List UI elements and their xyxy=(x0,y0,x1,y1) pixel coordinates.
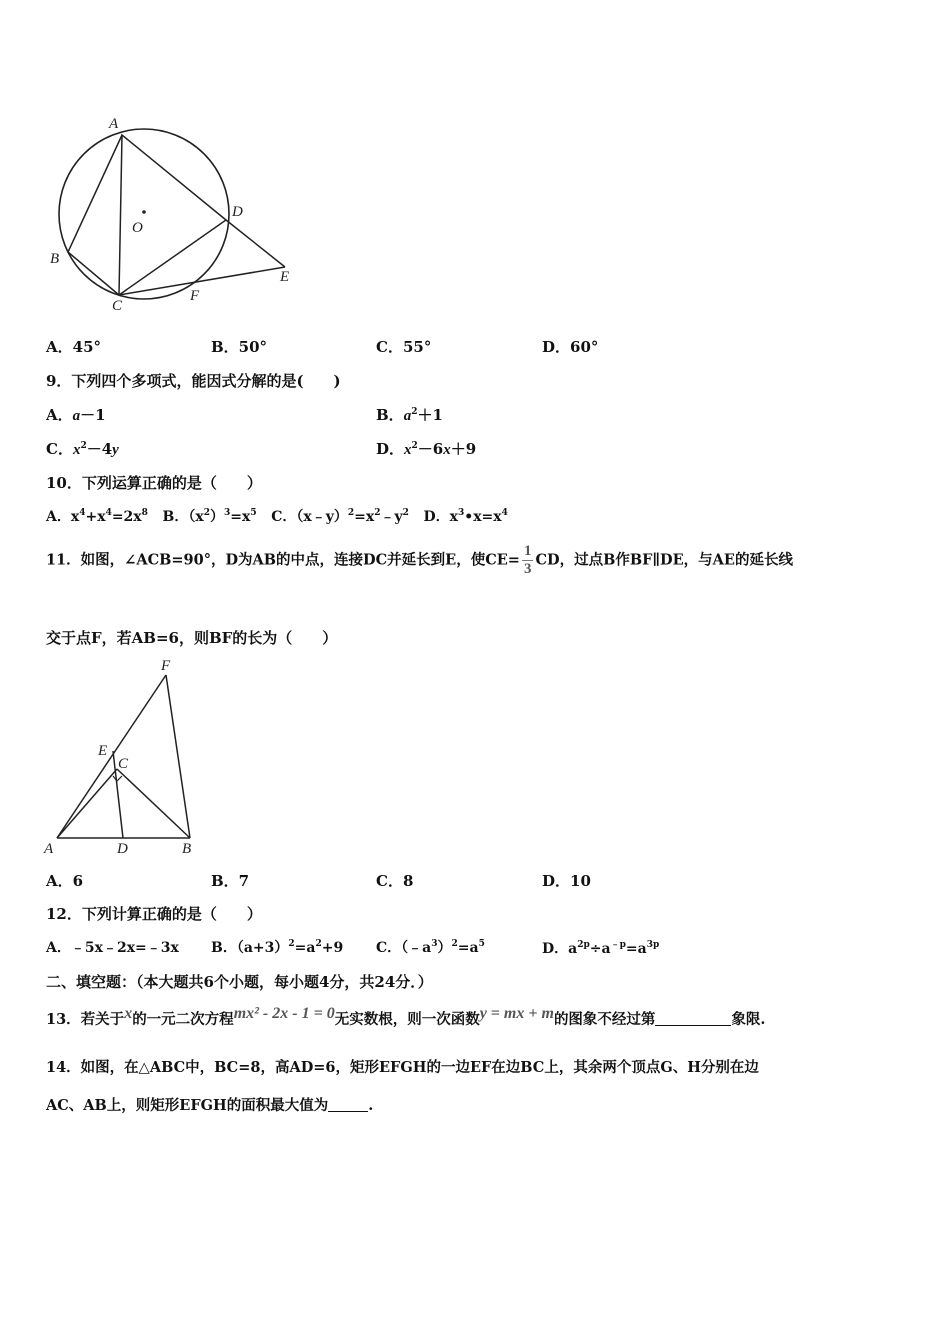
q11-option-a: A．6 xyxy=(46,872,84,890)
q12-option-b: B．$(a+3)^2=a^2+9$ xyxy=(211,939,344,956)
label-C2: C xyxy=(118,756,129,772)
label-D: D xyxy=(232,204,243,220)
q13-linear-function: y = mx + m xyxy=(479,1005,554,1022)
q11-line2: 交于点F，若AB=6，则BF的长为（ ） xyxy=(46,629,338,647)
label-A2: A xyxy=(44,841,54,857)
circle-geometry-figure xyxy=(40,105,310,320)
q10-option-b: B．$(x^2)^3=x^5$ xyxy=(162,508,257,525)
q11-option-c: C．8 xyxy=(376,872,414,890)
q8-option-a: A．45° xyxy=(46,338,102,356)
q9-option-d: D．$x^2-6x+9$ xyxy=(376,440,477,458)
q8-option-c: C．55° xyxy=(376,338,432,356)
q12-option-c: C．$(﹣a^3)^2=a^5$ xyxy=(376,939,485,956)
label-E2: E xyxy=(98,743,108,759)
fraction-one-third: $\frac{1}{3}$ xyxy=(523,543,532,577)
q10-option-c: C．$(x﹣y)^2=x^2﹣y^2$ xyxy=(271,508,409,525)
q12-stem: 12．下列计算正确的是（ ） xyxy=(46,905,262,923)
q9-option-a: A．a－1 xyxy=(46,406,106,424)
q8-option-d: D．60° xyxy=(542,338,599,356)
q10-option-d: D．$x^3•x=x^4$ xyxy=(423,508,508,525)
label-B: B xyxy=(50,251,60,267)
q14-line1: 14．如图，在△ABC中，BC=8，高AD=6，矩形EFGH的一边EF在边BC上，其余两个顶点G、H分别在边 xyxy=(46,1059,759,1076)
triangle-geometry-figure xyxy=(40,652,215,864)
q13-line: 13．若关于x的一元二次方程mx² - 2x - 1 = 0无实数根，则一次函数y = mx + m的图象不经过第 象限. xyxy=(46,1005,766,1028)
label-O: O xyxy=(132,220,143,236)
q11-line1: 11．如图，∠ACB=90°，D为AB的中点，连接DC并延长到E，使CE= $\frac{1}{3}$ CD，过点B作BF∥DE，与AE的延长线 xyxy=(46,543,793,577)
q14-answer-blank[interactable] xyxy=(328,1097,368,1112)
q13-answer-blank[interactable] xyxy=(655,1011,731,1026)
label-D2: D xyxy=(117,841,128,857)
label-F2: F xyxy=(161,658,171,674)
q9-option-c: C．$x^2-4y$ xyxy=(46,440,119,458)
section-fill-in-blank-heading: 二、填空题：（本大题共6个小题，每小题4分，共24分．） xyxy=(46,973,433,991)
q8-option-b: B．50° xyxy=(211,338,268,356)
q10-option-a: A．$x^4+x^4=2x^8$ xyxy=(46,508,148,525)
q9-stem: 9．下列四个多项式，能因式分解的是( ) xyxy=(46,372,341,390)
q13-equation: mx² - 2x - 1 = 0 xyxy=(233,1005,335,1022)
label-B2: B xyxy=(182,841,192,857)
label-C: C xyxy=(112,298,123,314)
label-A: A xyxy=(109,116,119,132)
q9-option-b: B．$a^2+1$ xyxy=(376,406,443,424)
label-E: E xyxy=(280,269,290,285)
q10-options xyxy=(46,506,508,526)
q12-option-d: D．$a^{2p}\div a^{﹣p}=a^{3p}$ xyxy=(542,940,660,957)
q11-option-d: D．10 xyxy=(542,872,591,890)
q12-option-a: A．﹣5x﹣2x=﹣3x xyxy=(46,940,179,956)
q10-stem: 10．下列运算正确的是（ ） xyxy=(46,474,262,492)
q14-line2: AC、AB上，则矩形EFGH的面积最大值为 . xyxy=(46,1097,374,1114)
label-F: F xyxy=(190,288,200,304)
q11-option-b: B．7 xyxy=(211,872,250,890)
